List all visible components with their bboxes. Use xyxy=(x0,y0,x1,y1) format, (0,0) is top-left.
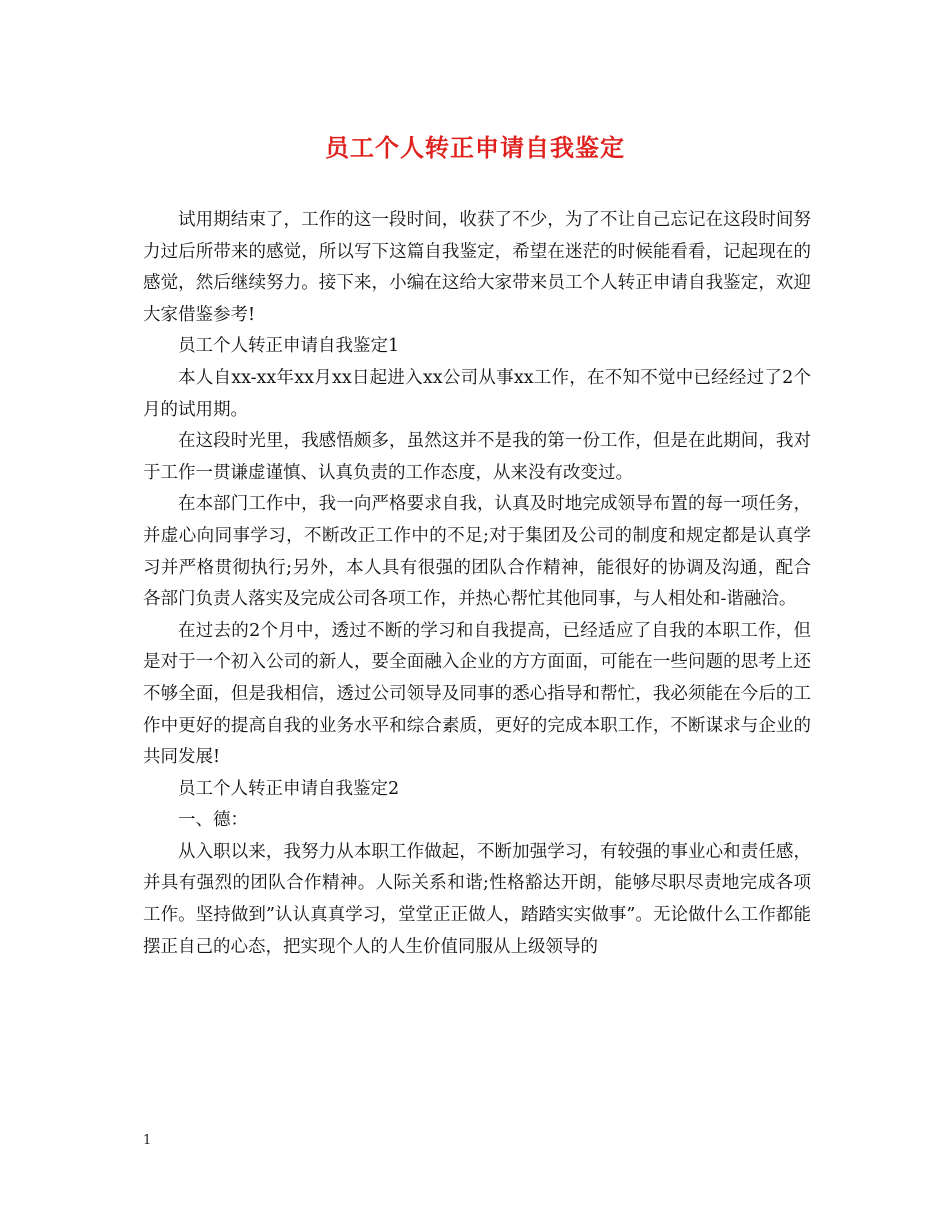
paragraph: 本人自xx-xx年xx月xx日起进入xx公司从事xx工作，在不知不觉中已经经过了2个月的试用期。 xyxy=(143,367,811,420)
section-heading-2: 员工个人转正申请自我鉴定2 xyxy=(178,778,400,799)
paragraph: 在这段时光里，我感悟颇多，虽然这并不是我的第一份工作，但是在此期间，我对于工作一贯谦虚谨慎、认真负责的工作态度，从来没有改变过。 xyxy=(143,431,811,483)
page-number: 1 xyxy=(143,1133,152,1148)
document-body xyxy=(143,205,811,963)
paragraph: 在过去的2个月中，透过不断的学习和自我提高，已经适应了自我的本职工作，但是对于一个初入公司的新人，要全面融入企业的方方面面，可能在一些问题的思考上还不够全面，但是我相信，透过公司领导及同事的悉心指导和帮忙，我必须能在今后的工作中更好的提高自我的业务水平和综合素质，更好的完成本职工作，不断谋求与企业的共同发展! xyxy=(143,620,811,768)
subsection-heading: 一、德： xyxy=(178,810,248,831)
section-heading-1: 员工个人转正申请自我鉴定1 xyxy=(178,336,400,357)
paragraph-intro: 试用期结束了，工作的这一段时间，收获了不少，为了不让自己忘记在这段时间努力过后所带来的感觉，所以写下这篇自我鉴定，希望在迷茫的时候能看看，记起现在的感觉，然后继续努力。接下来，小编在这给大家带来员工个人转正申请自我鉴定，欢迎大家借鉴参考! xyxy=(143,210,811,325)
paragraph: 在本部门工作中，我一向严格要求自我，认真及时地完成领导布置的每一项任务，并虚心向同事学习，不断改正工作中的不足;对于集团及公司的制度和规定都是认真学习并严格贯彻执行;另外，本人具有很强的团队合作精神，能很好的协调及沟通，配合各部门负责人落实及完成公司各项工作，并热心帮忙其他同事，与人相处和-谐融洽。 xyxy=(143,494,811,610)
document-title: 员工个人转正申请自我鉴定 xyxy=(325,133,625,162)
paragraph: 从入职以来，我努力从本职工作做起，不断加强学习，有较强的事业心和责任感，并具有强烈的团队合作精神。人际关系和谐;性格豁达开朗，能够尽职尽责地完成各项工作。坚持做到”认认真真学习，堂堂正正做人，踏踏实实做事”。无论做什么工作都能摆正自己的心态，把实现个人的人生价值同服从上级领导的 xyxy=(143,841,811,957)
